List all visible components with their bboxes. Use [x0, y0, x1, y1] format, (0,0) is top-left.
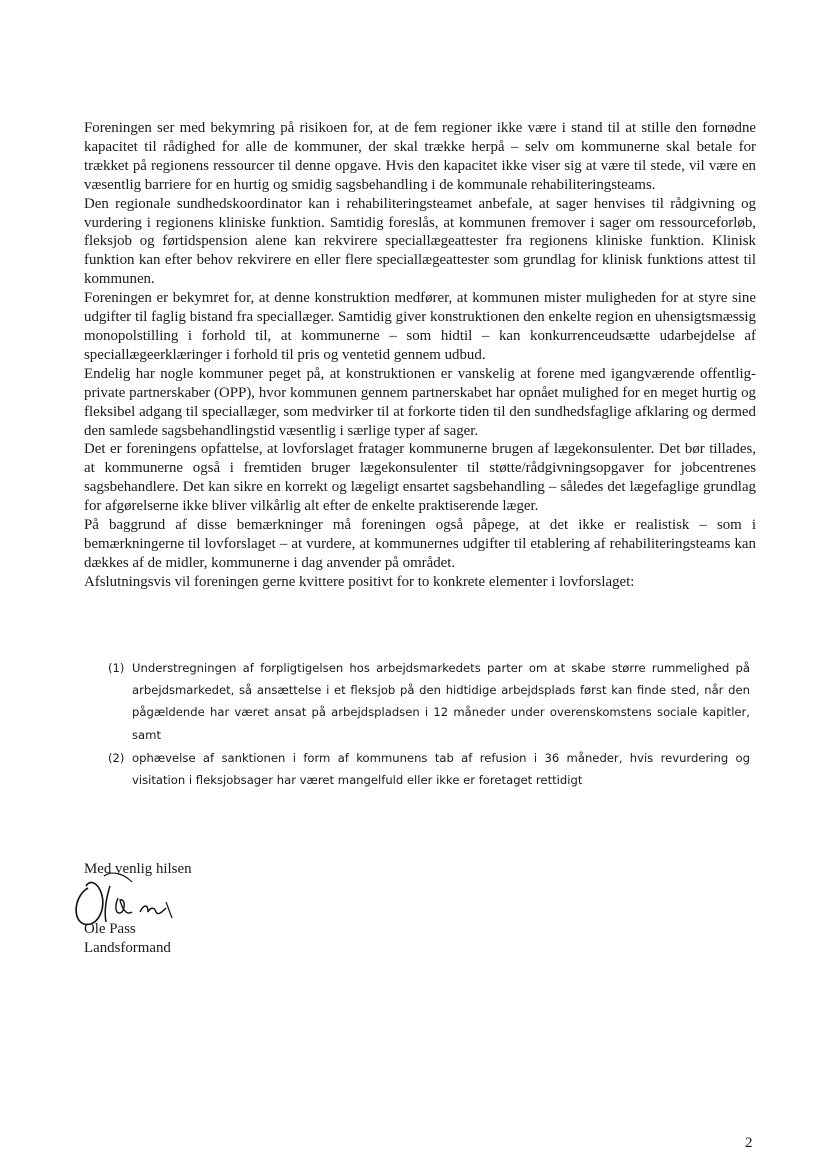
paragraph-positive-elements: Afslutningsvis vil foreningen gerne kvittere positivt for to konkrete elementer i lovforslaget:: [84, 573, 635, 590]
closing-greeting: Med venlig hilsen: [84, 861, 192, 877]
list-item-number: (2): [108, 750, 125, 765]
signer-name: Ole Pass: [84, 921, 136, 937]
page-number: 2: [745, 1135, 753, 1151]
list-item-text: ophævelse af sanktionen i form af kommunens tab af refusion i 36 måneder, hvis revurdering og visitation i fleksjobsager har været mangelfuld eller ikke er foretaget rettidigt: [132, 750, 750, 788]
paragraph-cost-control: Foreningen er bekymret for, at denne konstruktion medfører, at kommunen mister muligheden for at styre sine udgifter til faglig bistand fra speciallæger. Samtidig giver konstruktionen den enkelte region en uhensigtsmæssig monopolstilling i forhold til, at kommunerne – som hidtil – kan konkurrenceudsætte udarbejdelse af speciallægeerklæringer i forhold til pris og ventetid gennem udbud.: [84, 290, 756, 363]
list-item: [108, 747, 750, 791]
letter-body: [84, 119, 756, 592]
paragraph-realism: På baggrund af disse bemærkninger må foreningen også påpege, at det ikke er realistisk – som i bemærkningerne til lovforslaget – at vurdere, at kommunernes udgifter til etablering af rehabiliteringsteams kan dækkes af de midler, kommunerne i dag anvender på området.: [84, 517, 756, 571]
list-item-number: (1): [108, 661, 125, 675]
paragraph-capacity-concern: Foreningen ser med bekymring på risikoen for, at de fem regioner ikke være i stand til at stille den fornødne kapacitet til rådighed for alle de kommuner, der skal trække herpå – selv om kommunerne skal betale for trækket på regionens ressourcer til denne opgave. Hvis den kapacitet ikke viser sig at være til stede, vil være en væsentlig barriere for en hurtig og smidig sagsbehandling i de kommunale rehabiliteringsteams.: [84, 120, 756, 193]
list-item-text: Understregningen af forpligtigelsen hos arbejdsmarkedets parter om at skabe større rummelighed på arbejdsmarkedet, så ansættelse i et fleksjob på den hidtidige arbejdsplads først kan finde sted, når den pågældende har været ansat på arbejdspladsen i 12 måneder under overenskomstens sociale kapitler, samt: [132, 661, 750, 742]
handwritten-signature: [70, 868, 190, 938]
paragraph-opp-partnerships: Endelig har nogle kommuner peget på, at konstruktionen er vanskelig at forene med igangværende offentlig-private partnerskaber (OPP), hvor kommunen gennem partnerskabet har opnået mulighed for en meget hurtig og fleksibel adgang til speciallæger, som medvirker til at forkorte tiden til den sundhedsfaglige afklaring og dermed den samlede sagsbehandlingstid væsentlig i særlige typer af sager.: [84, 365, 756, 439]
paragraph-medical-consultants: Det er foreningens opfattelse, at lovforslaget fratager kommunerne brugen af lægekonsulenter. Det bør tillades, at kommunerne også i fremtiden bruger lægekonsulenter til støtte/rådgivningsopgaver for jobcentrenes sagsbehandlere. Det kan sikre en korrekt og lægeligt ensartet sagsbehandling – således det lægefaglige grundlag for afgørelserne ikke bliver vilkårlig alt efter de enkelte praktiserende læger.: [84, 441, 756, 515]
paragraph-health-coordinator: Den regionale sundhedskoordinator kan i rehabiliteringsteamet anbefale, at sager henvises til rådgivning og vurdering i regionens kliniske funktion. Samtidig foreslås, at kommunen fremover i sager om ressourceforløb, fleksjob og førtidspension alene kan rekvirere speciallægeattester fra regionens kliniske funktion. Klinisk funktion kan efter behov rekvirere en eller flere speciallægeattester som grundlag for klinisk funktions attest til kommunen.: [84, 195, 756, 288]
signer-title: Landsformand: [84, 940, 171, 956]
positive-elements-list: [108, 657, 750, 791]
list-item: [108, 657, 750, 746]
